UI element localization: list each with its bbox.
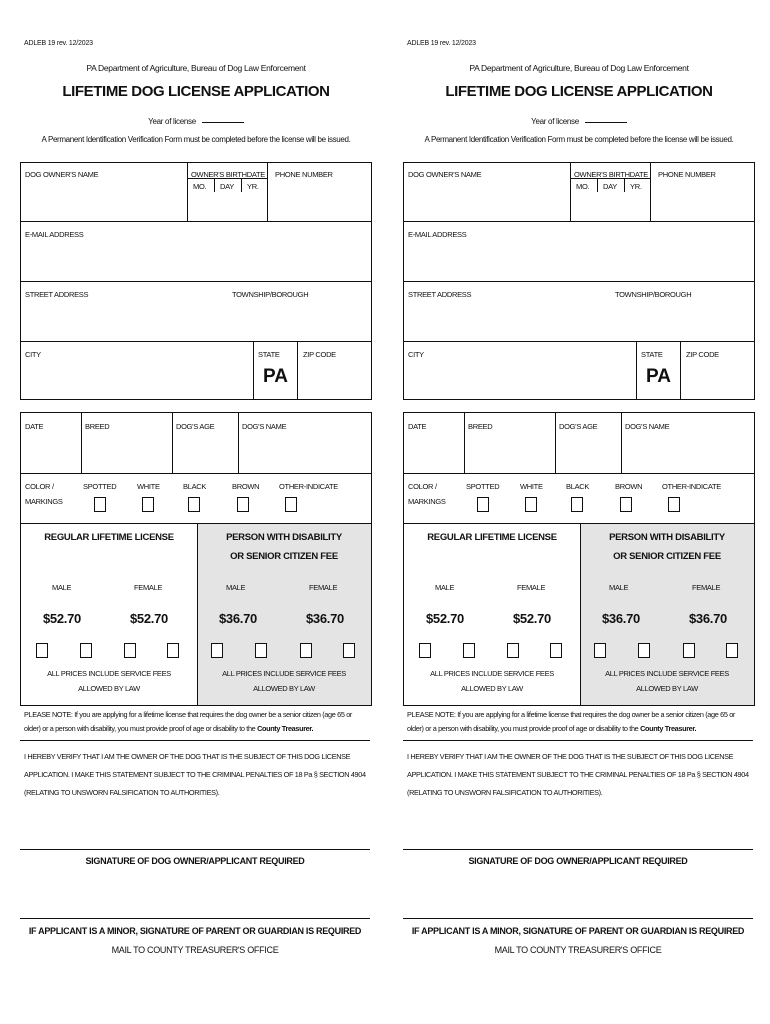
verify-line-3: (RELATING TO UNSWORN FALSIFICATION TO AUTHORITIES). (407, 788, 603, 797)
regular-female-price: $52.70 (130, 611, 168, 626)
guardian-signature-label: IF APPLICANT IS A MINOR, SIGNATURE OF PARENT OR GUARDIAN IS REQUIRED (28, 926, 362, 936)
state-value: PA (263, 366, 288, 387)
fee-note-line-2: ALLOWED BY LAW (78, 684, 140, 693)
owner-info-section (20, 162, 372, 400)
year-label: Year of license (531, 117, 579, 126)
owner-info-section (403, 162, 755, 400)
year-label: Year of license (148, 117, 196, 126)
regular-male-checkbox-1[interactable] (36, 643, 48, 658)
disability-male-checkbox-2[interactable] (255, 643, 267, 658)
disability-female-checkbox-1[interactable] (300, 643, 312, 658)
owner-name-label: DOG OWNER'S NAME (25, 170, 99, 179)
spotted-label: SPOTTED (83, 482, 117, 491)
disability-heading-2: OR SENIOR CITIZEN FEE (230, 551, 338, 562)
year-of-license (20, 117, 372, 126)
form-title: LIFETIME DOG LICENSE APPLICATION (445, 83, 713, 100)
birth-year-label: YR. (630, 182, 642, 191)
zip-label: ZIP CODE (686, 350, 719, 359)
dog-name-label: DOG'S NAME (625, 422, 670, 431)
birth-year-label: YR. (247, 182, 259, 191)
verification-statement (407, 748, 757, 802)
disability-female-checkbox-2[interactable] (726, 643, 738, 658)
phone-label: PHONE NUMBER (275, 170, 333, 179)
regular-male-label: MALE (435, 583, 455, 592)
date-label: DATE (25, 422, 44, 431)
owner-signature-line[interactable] (20, 849, 370, 850)
regular-male-checkbox-2[interactable] (463, 643, 475, 658)
disability-female-price: $36.70 (689, 611, 727, 626)
disability-female-label: FEMALE (309, 583, 338, 592)
dog-age-label: DOG'S AGE (559, 422, 598, 431)
guardian-signature-label: IF APPLICANT IS A MINOR, SIGNATURE OF PARENT OR GUARDIAN IS REQUIRED (411, 926, 745, 936)
please-note-label: PLEASE NOTE: (407, 710, 456, 719)
please-note-text: If you are applying for a lifetime license that requires the dog owner be a senior citizen (age 65 or older) or a person with disability, you must provide proof of age or disability to the (24, 710, 352, 733)
owner-signature-label: SIGNATURE OF DOG OWNER/APPLICANT REQUIRED (468, 856, 688, 866)
regular-fee-note (21, 666, 197, 696)
email-label: E-MAIL ADDRESS (25, 230, 84, 239)
regular-male-checkbox-1[interactable] (419, 643, 431, 658)
color-label: COLOR / (408, 482, 437, 491)
mail-to-label: MAIL TO COUNTY TREASURER'S OFFICE (494, 945, 662, 955)
spotted-label: SPOTTED (466, 482, 500, 491)
disability-fee-note (580, 666, 754, 696)
black-checkbox[interactable] (571, 497, 583, 512)
spotted-checkbox[interactable] (477, 497, 489, 512)
breed-label: BREED (468, 422, 493, 431)
owner-birthdate-label: OWNER'S BIRTHDATE (574, 170, 648, 179)
mail-to-label: MAIL TO COUNTY TREASURER'S OFFICE (111, 945, 279, 955)
guardian-signature-line[interactable] (403, 918, 753, 919)
regular-male-price: $52.70 (426, 611, 464, 626)
brown-label: BROWN (232, 482, 260, 491)
other-checkbox[interactable] (668, 497, 680, 512)
disability-heading-2: OR SENIOR CITIZEN FEE (613, 551, 721, 562)
black-label: BLACK (183, 482, 207, 491)
dog-info-section (20, 412, 372, 706)
disability-female-label: FEMALE (692, 583, 721, 592)
dog-info-section (403, 412, 755, 706)
disability-male-price: $36.70 (602, 611, 640, 626)
revision-code: ADLEB 19 rev. 12/2023 (24, 40, 93, 47)
disability-male-checkbox-1[interactable] (594, 643, 606, 658)
other-indicate-label: OTHER-INDICATE (279, 482, 338, 491)
email-label: E-MAIL ADDRESS (408, 230, 467, 239)
disability-male-label: MALE (226, 583, 246, 592)
revision-code: ADLEB 19 rev. 12/2023 (407, 40, 476, 47)
disability-female-checkbox-2[interactable] (343, 643, 355, 658)
white-checkbox[interactable] (142, 497, 154, 512)
regular-female-label: FEMALE (517, 583, 546, 592)
markings-label: MARKINGS (25, 497, 63, 506)
please-note-county: County Treasurer. (640, 724, 697, 733)
regular-male-checkbox-2[interactable] (80, 643, 92, 658)
disability-male-checkbox-1[interactable] (211, 643, 223, 658)
verify-line-2: APPLICATION. I MAKE THIS STATEMENT SUBJECT TO THE CRIMINAL PENALTIES OF 18 Pa § SECTION 4904 (24, 770, 366, 779)
state-label: STATE (641, 350, 663, 359)
permanent-id-note: A Permanent Identification Verification Form must be completed before the license will be issued. (41, 135, 351, 144)
black-checkbox[interactable] (188, 497, 200, 512)
city-label: CITY (408, 350, 424, 359)
regular-female-checkbox-1[interactable] (507, 643, 519, 658)
regular-male-price: $52.70 (43, 611, 81, 626)
spotted-checkbox[interactable] (94, 497, 106, 512)
fee-note-line-1: ALL PRICES INCLUDE SERVICE FEES (222, 669, 346, 678)
verify-line-1: I HEREBY VERIFY THAT I AM THE OWNER OF THE DOG THAT IS THE SUBJECT OF THIS DOG LICENSE (24, 752, 351, 761)
verify-line-3: (RELATING TO UNSWORN FALSIFICATION TO AUTHORITIES). (24, 788, 220, 797)
license-form-left (20, 0, 372, 1024)
regular-female-label: FEMALE (134, 583, 163, 592)
fee-note-line-2: ALLOWED BY LAW (636, 684, 698, 693)
please-note-county: County Treasurer. (257, 724, 314, 733)
breed-label: BREED (85, 422, 110, 431)
zip-label: ZIP CODE (303, 350, 336, 359)
permanent-id-note: A Permanent Identification Verification Form must be completed before the license will be issued. (424, 135, 734, 144)
form-title: LIFETIME DOG LICENSE APPLICATION (62, 83, 330, 100)
disability-male-price: $36.70 (219, 611, 257, 626)
township-label: TOWNSHIP/BOROUGH (615, 290, 692, 299)
please-note-text: If you are applying for a lifetime license that requires the dog owner be a senior citizen (age 65 or older) or a person with disability, you must provide proof of age or disability to the (407, 710, 735, 733)
birth-month-label: MO. (576, 182, 590, 191)
other-checkbox[interactable] (285, 497, 297, 512)
disability-male-checkbox-2[interactable] (638, 643, 650, 658)
disability-female-price: $36.70 (306, 611, 344, 626)
regular-license-heading: REGULAR LIFETIME LICENSE (427, 532, 557, 543)
regular-female-price: $52.70 (513, 611, 551, 626)
regular-fee-note (404, 666, 580, 696)
birth-month-label: MO. (193, 182, 207, 191)
guardian-signature-line[interactable] (20, 918, 370, 919)
please-note-label: PLEASE NOTE: (24, 710, 73, 719)
disability-fee-note (197, 666, 371, 696)
year-field[interactable] (202, 122, 244, 123)
date-label: DATE (408, 422, 427, 431)
verification-statement (24, 748, 374, 802)
regular-license-heading: REGULAR LIFETIME LICENSE (44, 532, 174, 543)
brown-checkbox[interactable] (237, 497, 249, 512)
black-label: BLACK (566, 482, 590, 491)
markings-label: MARKINGS (408, 497, 446, 506)
disability-female-checkbox-1[interactable] (683, 643, 695, 658)
birth-day-label: DAY (603, 182, 617, 191)
city-label: CITY (25, 350, 41, 359)
please-note (407, 708, 753, 736)
fee-note-line-2: ALLOWED BY LAW (253, 684, 315, 693)
owner-name-label: DOG OWNER'S NAME (408, 170, 482, 179)
fee-note-line-1: ALL PRICES INCLUDE SERVICE FEES (430, 669, 554, 678)
owner-birthdate-label: OWNER'S BIRTHDATE (191, 170, 265, 179)
disability-heading-1: PERSON WITH DISABILITY (226, 532, 342, 543)
white-label: WHITE (137, 482, 160, 491)
owner-signature-line[interactable] (403, 849, 753, 850)
regular-female-checkbox-1[interactable] (124, 643, 136, 658)
birth-day-label: DAY (220, 182, 234, 191)
regular-female-checkbox-2[interactable] (550, 643, 562, 658)
year-of-license (403, 117, 755, 126)
other-indicate-label: OTHER-INDICATE (662, 482, 721, 491)
white-label: WHITE (520, 482, 543, 491)
state-value: PA (646, 366, 671, 387)
street-label: STREET ADDRESS (25, 290, 89, 299)
color-label: COLOR / (25, 482, 54, 491)
department-header: PA Department of Agriculture, Bureau of Dog Law Enforcement (469, 63, 689, 73)
department-header: PA Department of Agriculture, Bureau of Dog Law Enforcement (86, 63, 306, 73)
fee-note-line-1: ALL PRICES INCLUDE SERVICE FEES (605, 669, 729, 678)
brown-label: BROWN (615, 482, 643, 491)
owner-signature-label: SIGNATURE OF DOG OWNER/APPLICANT REQUIRED (85, 856, 305, 866)
dog-age-label: DOG'S AGE (176, 422, 215, 431)
state-label: STATE (258, 350, 280, 359)
white-checkbox[interactable] (525, 497, 537, 512)
verify-line-2: APPLICATION. I MAKE THIS STATEMENT SUBJECT TO THE CRIMINAL PENALTIES OF 18 Pa § SECTION 4904 (407, 770, 749, 779)
regular-male-label: MALE (52, 583, 72, 592)
year-field[interactable] (585, 122, 627, 123)
fee-note-line-1: ALL PRICES INCLUDE SERVICE FEES (47, 669, 171, 678)
fee-note-line-2: ALLOWED BY LAW (461, 684, 523, 693)
street-label: STREET ADDRESS (408, 290, 472, 299)
dog-name-label: DOG'S NAME (242, 422, 287, 431)
verify-line-1: I HEREBY VERIFY THAT I AM THE OWNER OF THE DOG THAT IS THE SUBJECT OF THIS DOG LICENSE (407, 752, 734, 761)
disability-male-label: MALE (609, 583, 629, 592)
please-note (24, 708, 370, 736)
brown-checkbox[interactable] (620, 497, 632, 512)
phone-label: PHONE NUMBER (658, 170, 716, 179)
disability-heading-1: PERSON WITH DISABILITY (609, 532, 725, 543)
regular-female-checkbox-2[interactable] (167, 643, 179, 658)
license-form-right (403, 0, 755, 1024)
township-label: TOWNSHIP/BOROUGH (232, 290, 309, 299)
